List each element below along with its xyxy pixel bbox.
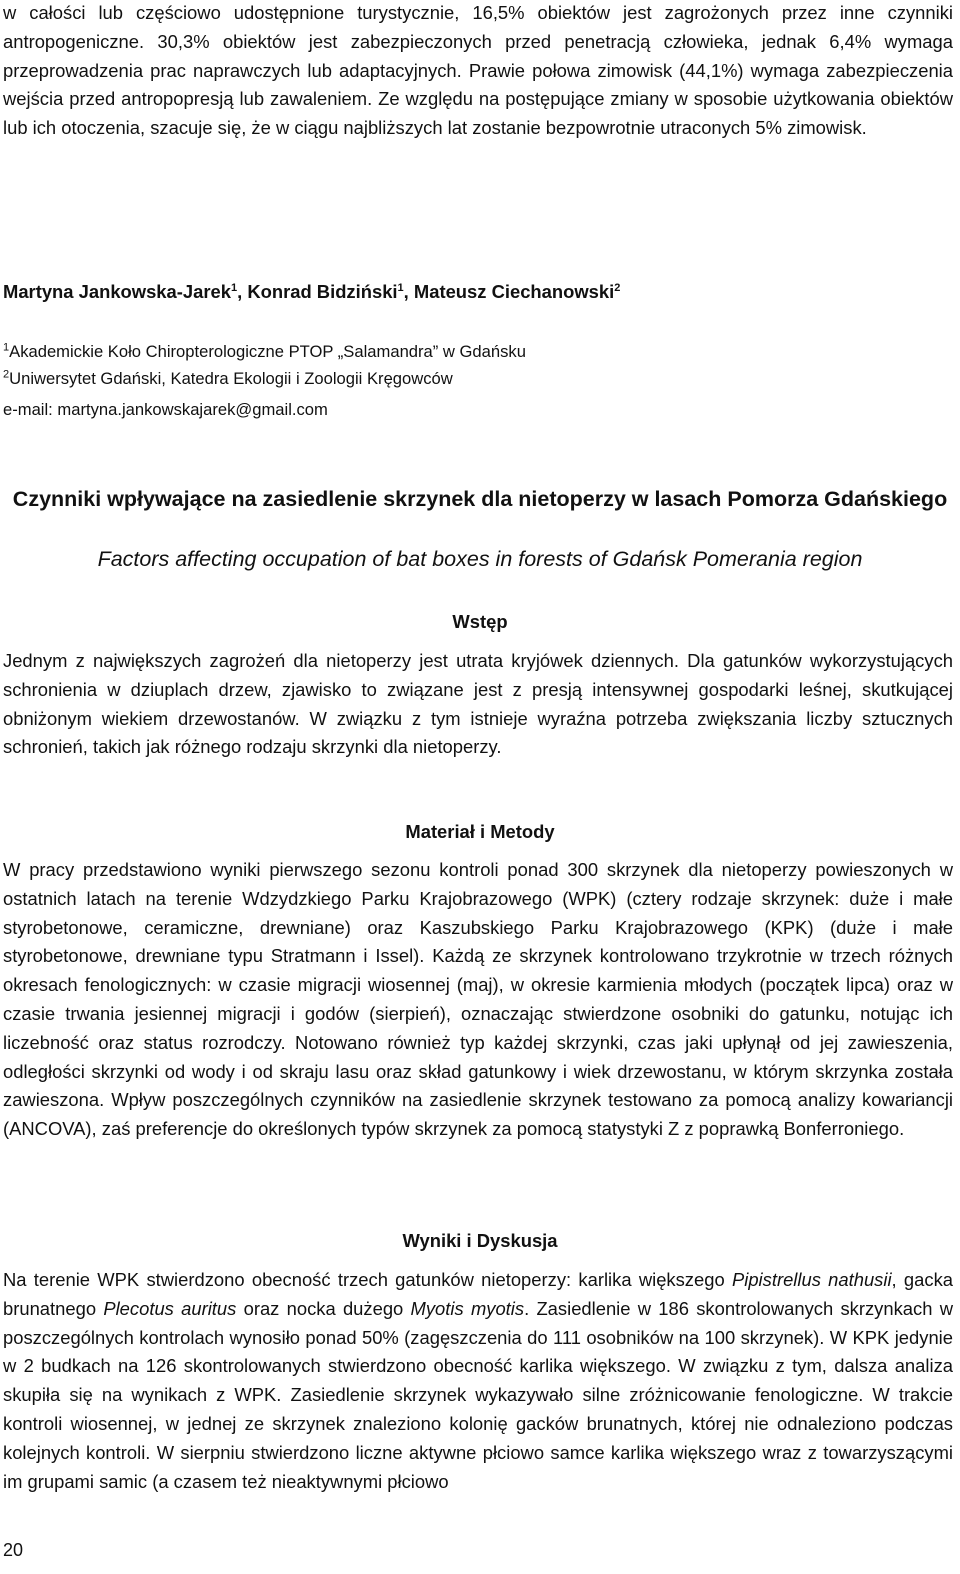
section-results-text — [3, 1266, 953, 1496]
author-1: Martyna Jankowska-Jarek — [3, 281, 231, 302]
affiliation-1 — [3, 342, 526, 362]
affiliation-1-text: Akademickie Koło Chiropterologiczne PTOP „Salamandra” w Gdańsku — [9, 342, 526, 361]
results-text-part: . Zasiedlenie w 186 skontrolowanych skrzynkach w poszczególnych kontrolach wynosiło ponad 50% (zagęszczenia do 111 osobników na 100 skrzynek). W KPK jedynie w 2 budkach na 126 skontrolowanych stwierdzono obecność karlika większego. W związku z tym, dalsza analiza skupiła się na wynikach z WPK. Zasiedlenie skrzynek wykazywało silne zróżnicowanie fenologiczne. W trakcie kontroli wiosennej, w jednej ze skrzynek znaleziono kolonię gacków brunatnych, której nie odnaleziono podczas kolejnych kontroli. W sierpniu stwierdzono liczne aktywne płciowo samce karlika większego wraz z towarzyszącymi im grupami samic (a czasem też nieaktywnymi płciowo — [3, 1297, 953, 1492]
results-text-part: oraz nocka dużego — [236, 1297, 411, 1319]
affiliation-2-marker: 2 — [3, 368, 10, 381]
page-number: 20 — [3, 1540, 24, 1560]
species-name: Pipistrellus nathusii — [731, 1269, 892, 1290]
author-3-affil: 2 — [614, 281, 621, 294]
author-separator: , — [403, 281, 414, 302]
species-name: Myotis myotis — [410, 1297, 525, 1319]
section-heading-intro: Wstęp — [452, 611, 508, 632]
author-separator: , — [237, 281, 248, 302]
section-methods-text: W pracy przedstawiono wyniki pierwszego sezonu kontroli ponad 300 skrzynek dla nietoperzy powieszonych w ostatnich latach na terenie Wdzydzkiego Parku Krajobrazowego (WPK) (cztery rodzaje skrzynek: duże i małe styrobetonowe, ceramiczne, drewniane) oraz Kaszubskiego Parku Krajobrazowego (KPK) (duże i małe styrobetonowe, drewniane typu Stratmann i Issel). Każdą ze skrzynek kontrolowano trzykrotnie w trzech różnych okresach fenologicznych: w czasie migracji wiosennej (maj), w okresie karmienia młodych (początek lipca) oraz w czasie trwania jesiennej migracji i godów (sierpień), oznaczając stwierdzone osobniki do gatunku, notując ich liczebność oraz status rozrodczy. Notowano również typ każdej skrzynki, czas jaki upłynął od jej zawieszenia, odległości skrzynki od wody i od skraju lasu oraz skład gatunkowy i wiek drzewostanu, w którym skrzynka została zawieszona. Wpływ poszczególnych czynników na zasiedlenie skrzynek testowano za pomocą analizy kowariancji (ANCOVA), zaś preferencje do określonych typów skrzynek za pomocą statystyki Z z poprawką Bonferroniego. — [3, 859, 953, 1140]
results-text-part: Na terenie WPK stwierdzono obecność trzech gatunków nietoperzy: karlika większego — [3, 1269, 732, 1290]
species-name: Plecotus auritus — [103, 1297, 237, 1319]
results-text-part: , gacka brunatnego — [3, 1269, 954, 1319]
intro-paragraph: w całości lub częściowo udostępnione turystycznie, 16,5% obiektów jest zagrożonych przez inne czynniki antropogeniczne. 30,3% obiektów jest zabezpieczonych przed penetracją człowieka, jednak 6,4% wymaga przeprowadzenia prac naprawczych lub adaptacyjnych. Prawie połowa zimowisk (44,1%) wymaga zabezpieczenia wejścia przed antropopresją lub zawaleniem. Ze względu na postępujące zmiany w sposobie użytkowania obiektów lub ich otoczenia, szacuje się, że w ciągu najbliższych lat zostanie bezpowrotnie utraconych 5% zimowisk. — [3, 2, 953, 139]
section-intro-text: Jednym z największych zagrożeń dla nietoperzy jest utrata kryjówek dziennych. Dla gatunków wykorzystujących schronienia w dziuplach drzew, zjawisko to związane jest z presją intensywnej gospodarki leśnej, skutkującej obniżonym wiekiem drzewostanów. W związku z tym istnieje wyraźna potrzeba zwiększania liczby sztucznych schronień, takich jak różnego rodzaju skrzynki dla nietoperzy. — [3, 650, 953, 758]
section-heading-methods: Materiał i Metody — [405, 821, 555, 842]
authors-line — [3, 281, 620, 303]
affiliation-2-text: Uniwersytet Gdański, Katedra Ekologii i Zoologii Kręgowców — [9, 369, 453, 388]
author-2: Konrad Bidziński — [247, 281, 398, 302]
paper-title-polish: Czynniki wpływające na zasiedlenie skrzynek dla nietoperzy w lasach Pomorza Gdańskiego — [12, 487, 948, 511]
affiliation-2 — [3, 369, 453, 389]
paper-title-english: Factors affecting occupation of bat boxes in forests of Gdańsk Pomerania region — [97, 547, 863, 571]
section-heading-results: Wyniki i Dyskusja — [402, 1230, 558, 1251]
author-3: Mateusz Ciechanowski — [413, 281, 615, 302]
email-line: e-mail: martyna.jankowskajarek@gmail.com — [3, 400, 328, 419]
author-1-affil: 1 — [230, 281, 238, 294]
author-2-affil: 1 — [397, 281, 404, 294]
affiliation-1-marker: 1 — [3, 341, 10, 354]
